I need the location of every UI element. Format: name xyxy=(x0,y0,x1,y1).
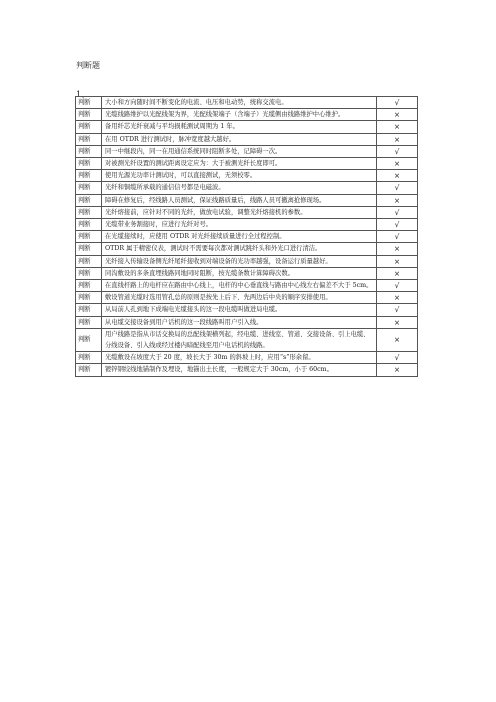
answer-mark: √ xyxy=(377,352,418,364)
answer-mark: √ xyxy=(377,97,418,109)
question-text: 障碍在修复后，经线路人员测试，保证线路质量后，线路人员可撤离抢修现场。 xyxy=(102,194,377,206)
answer-mark: √ xyxy=(377,231,418,243)
question-text: 对被测光纤设置的测试距离设定应为：大于被测光纤长度即可。 xyxy=(102,158,377,170)
table-row xyxy=(76,219,418,231)
answer-mark: × xyxy=(377,267,418,279)
question-text: 在直线杆路上的电杆应在路由中心线上，电杆的中心垂直线与路由中心线左右偏差不大于 5cm。 xyxy=(102,280,377,292)
question-type: 判断 xyxy=(76,243,102,255)
answer-mark: × xyxy=(377,194,418,206)
question-type: 判断 xyxy=(76,170,102,182)
table-row xyxy=(76,304,418,316)
answer-mark: × xyxy=(377,243,418,255)
answer-mark: √ xyxy=(377,206,418,218)
question-text: 使用光源光功率计测试时，可以直接测试，无须校零。 xyxy=(102,170,377,182)
table-row xyxy=(76,194,418,206)
answer-mark: × xyxy=(377,109,418,121)
question-type: 判断 xyxy=(76,194,102,206)
question-type: 判断 xyxy=(76,97,102,109)
answer-mark: √ xyxy=(377,280,418,292)
page-title: 判断题 xyxy=(76,61,100,70)
table-row xyxy=(76,121,418,133)
question-text: 在用 OTDR 进行测试时，脉冲宽度越大越好。 xyxy=(102,133,377,145)
judgment-table xyxy=(75,96,418,377)
question-text: 敷设管道光缆时选用管孔总的原则是按先上后下、先两边后中央的顺序安排使用。 xyxy=(102,292,377,304)
question-type: 判断 xyxy=(76,364,102,376)
question-text: 光纤和铜缆所承载的通信信号都是电磁波。 xyxy=(102,182,377,194)
question-text: 大小和方向随时间不断变化的电流、电压和电动势，统称交流电。 xyxy=(102,97,377,109)
question-type: 判断 xyxy=(76,121,102,133)
table-row xyxy=(76,292,418,304)
question-type: 判断 xyxy=(76,133,102,145)
answer-mark: × xyxy=(377,328,418,351)
question-text: 光纤接入传输设备侧光纤尾纤接收到对端设备的光功率越强，设备运行质量越好。 xyxy=(102,255,377,267)
answer-mark: √ xyxy=(377,182,418,194)
answer-mark: × xyxy=(377,121,418,133)
question-text: 光缆带业务割接时，应进行光纤对号。 xyxy=(102,219,377,231)
question-type: 判断 xyxy=(76,145,102,157)
question-text: 从电缆交接设备到用户话机的这一段线路叫用户引入线。 xyxy=(102,316,377,328)
question-type: 判断 xyxy=(76,292,102,304)
answer-mark: × xyxy=(377,255,418,267)
table-row xyxy=(76,231,418,243)
table-row xyxy=(76,182,418,194)
question-text: 同沟敷设的多条直埋线路同地同时阻断，按光缆条数计算障碍次数。 xyxy=(102,267,377,279)
answer-mark: × xyxy=(377,133,418,145)
question-type: 判断 xyxy=(76,158,102,170)
question-text: 同一中继段内，同一在用通信系统同时阻断多处，记障碍一次。 xyxy=(102,145,377,157)
answer-mark: × xyxy=(377,170,418,182)
question-text: 光缆敷设在坡度大于 20 度，坡长大于 30m 的斜坡上时，应用“s”形余留。 xyxy=(102,352,377,364)
question-type: 判断 xyxy=(76,352,102,364)
table-row xyxy=(76,133,418,145)
table-row xyxy=(76,328,418,351)
question-type: 判断 xyxy=(76,182,102,194)
table-row xyxy=(76,316,418,328)
question-text: 备用纤芯光纤衰减与平均损耗测试周期为 1 年。 xyxy=(102,121,377,133)
table-row xyxy=(76,255,418,267)
question-text: 光纤熔接前，应针对不同的光纤，做放电试验，调整光纤熔接机的参数。 xyxy=(102,206,377,218)
table-row xyxy=(76,243,418,255)
question-type: 判断 xyxy=(76,304,102,316)
question-text: OTDR 属于精密仪表，测试时不需要每次都对测试跳纤头和外光口进行清洁。 xyxy=(102,243,377,255)
table-row xyxy=(76,97,418,109)
question-text: 用户线路是指从市话交换局的总配线架横列起，经电缆、进线室、管道、交接设备、引上电缆、分线设备、引入线或经过楼内暗配线至用户电话机的线路。 xyxy=(102,328,377,351)
table-row xyxy=(76,145,418,157)
table-row xyxy=(76,364,418,376)
question-text: 在光缆接续时，应使用 OTDR 对光纤接续质量进行全过程控制。 xyxy=(102,231,377,243)
question-type: 判断 xyxy=(76,109,102,121)
answer-mark: × xyxy=(377,316,418,328)
section-number: 1、 xyxy=(76,90,90,99)
answer-mark: × xyxy=(377,292,418,304)
table-row xyxy=(76,280,418,292)
answer-mark: × xyxy=(377,158,418,170)
question-type: 判断 xyxy=(76,267,102,279)
table-row xyxy=(76,109,418,121)
table-row xyxy=(76,267,418,279)
question-type: 判断 xyxy=(76,255,102,267)
question-type: 判断 xyxy=(76,280,102,292)
question-type: 判断 xyxy=(76,328,102,351)
table-row xyxy=(76,206,418,218)
table-row xyxy=(76,158,418,170)
question-type: 判断 xyxy=(76,316,102,328)
question-type: 判断 xyxy=(76,231,102,243)
answer-mark: × xyxy=(377,364,418,376)
table-row xyxy=(76,170,418,182)
question-text: 镀锌钢绞线地锚制作及埋设，地锚出土长度，一般规定大于 30cm，小于 60cm。 xyxy=(102,364,377,376)
answer-mark: √ xyxy=(377,304,418,316)
question-text: 从局前人孔到地下成端电光缆接头的这一段电缆叫做进局电缆。 xyxy=(102,304,377,316)
answer-mark: √ xyxy=(377,219,418,231)
question-type: 判断 xyxy=(76,206,102,218)
answer-mark: √ xyxy=(377,145,418,157)
question-type: 判断 xyxy=(76,219,102,231)
question-text: 光缆线路维护以光配线架为界，光配线架端子（含端子）光缆侧由线路维护中心维护。 xyxy=(102,109,377,121)
table-row xyxy=(76,352,418,364)
